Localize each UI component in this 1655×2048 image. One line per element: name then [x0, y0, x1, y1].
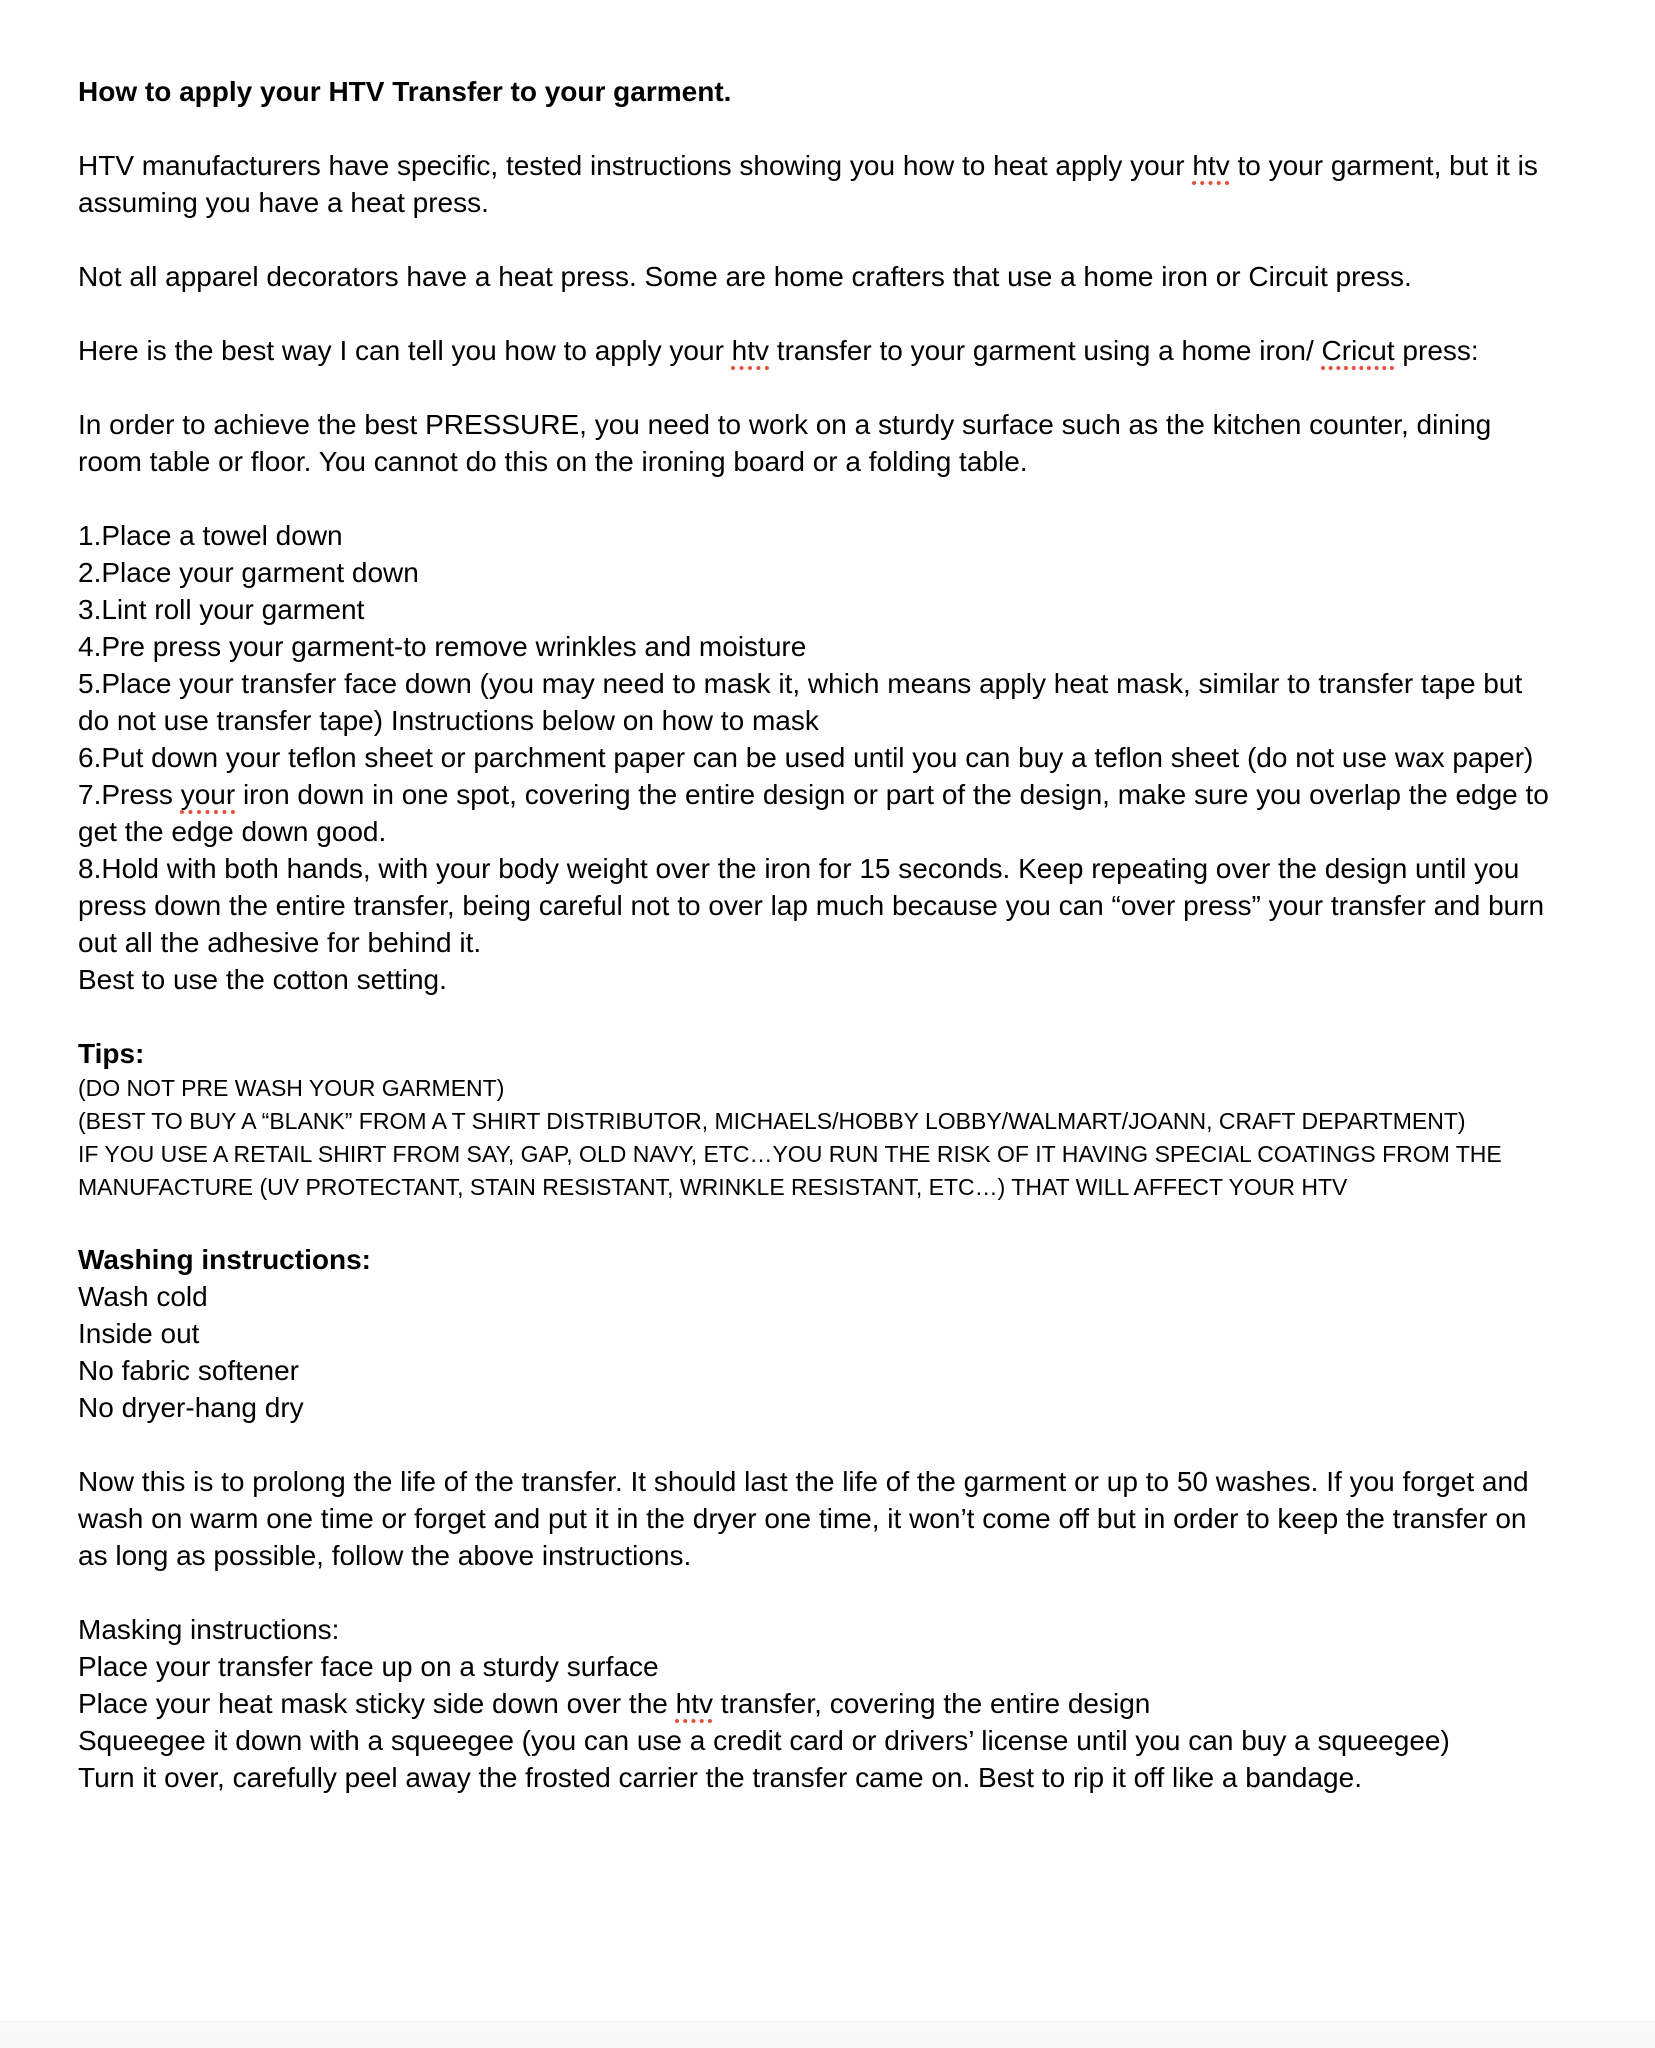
tips-line-1: (DO NOT PRE WASH YOUR GARMENT)	[78, 1075, 505, 1101]
masking-heading: Masking instructions:	[78, 1614, 340, 1645]
paragraph-pressure: In order to achieve the best PRESSURE, you need to work on a sturdy surface such as the kitchen counter, dining room table or floor. You cannot do this on the ironing board or a folding table.	[78, 409, 1492, 477]
step-3: 3.Lint roll your garment	[78, 594, 365, 625]
paragraph-text: press:	[1394, 335, 1479, 366]
masking-line-4: Turn it over, carefully peel away the frosted carrier the transfer came on. Best to rip it off like a bandage.	[78, 1762, 1362, 1793]
step-text: 7.Press	[78, 779, 181, 810]
tips-line-3: IF YOU USE A RETAIL SHIRT FROM SAY, GAP, OLD NAVY, ETC…YOU RUN THE RISK OF IT HAVING SPECIAL COATINGS FROM THE MANUFACTURE (UV PROTECTANT, STAIN RESISTANT, WRINKLE RESISTANT, ETC…) THAT WILL AFFECT YOUR HTV	[78, 1141, 1502, 1200]
document-title: How to apply your HTV Transfer to your garment.	[78, 76, 732, 107]
step-4: 4.Pre press your garment-to remove wrinkles and moisture	[78, 631, 807, 662]
washing-instructions-section	[78, 1241, 1550, 1426]
misspelled-word-htv: htv	[731, 335, 770, 366]
step-note-cotton-setting: Best to use the cotton setting.	[78, 964, 447, 995]
masking-line-1: Place your transfer face up on a sturdy surface	[78, 1651, 659, 1682]
misspelled-word-cricut: Cricut	[1321, 335, 1395, 366]
tips-line-2: (BEST TO BUY A “BLANK” FROM A T SHIRT DISTRIBUTOR, MICHAELS/HOBBY LOBBY/WALMART/JOANN, CRAFT DEPARTMENT)	[78, 1108, 1466, 1134]
masking-instructions-section	[78, 1611, 1550, 1796]
step-5: 5.Place your transfer face down (you may need to mask it, which means apply heat mask, similar to transfer tape but do not use transfer tape) Instructions below on how to mask	[78, 668, 1523, 736]
paragraph-text: to your garment, but it is assuming you have a heat press.	[78, 150, 1538, 218]
paragraph-text: Here is the best way I can tell you how to apply your	[78, 335, 732, 366]
tips-heading: Tips:	[78, 1038, 145, 1069]
tips-section	[78, 1035, 1550, 1204]
step-8: 8.Hold with both hands, with your body weight over the iron for 15 seconds. Keep repeating over the design until you press down the entire transfer, being careful not to over lap much because you can “over press” your transfer and burn out all the adhesive for behind it.	[78, 853, 1545, 958]
masking-text: Place your heat mask sticky side down over the	[78, 1688, 676, 1719]
step-1: 1.Place a towel down	[78, 520, 343, 551]
washing-heading: Washing instructions:	[78, 1244, 371, 1275]
steps-list	[78, 517, 1550, 998]
paragraph-prolong-life: Now this is to prolong the life of the transfer. It should last the life of the garment or up to 50 washes. If you forget and wash on warm one time or forget and put it in the dryer one time, it won’t come off but in order to keep the transfer on as long as possible, follow the above instructions.	[78, 1466, 1529, 1571]
paragraph-text: transfer to your garment using a home iron/	[769, 335, 1322, 366]
washing-line: No fabric softener	[78, 1355, 299, 1386]
step-2: 2.Place your garment down	[78, 557, 419, 588]
masking-line-3: Squeegee it down with a squeegee (you can use a credit card or drivers’ license until you can buy a squeegee)	[78, 1725, 1450, 1756]
misspelled-word-htv: htv	[1192, 150, 1230, 181]
washing-line: Wash cold	[78, 1281, 208, 1312]
paragraph-text: HTV manufacturers have specific, tested instructions showing you how to heat apply your	[78, 150, 1193, 181]
step-7	[78, 776, 1550, 850]
flagged-word-your: your	[180, 779, 236, 810]
masking-line-2	[78, 1685, 1550, 1722]
misspelled-word-htv: htv	[675, 1688, 713, 1719]
masking-text: transfer, covering the entire design	[712, 1688, 1151, 1719]
washing-line: Inside out	[78, 1318, 200, 1349]
step-text: iron down in one spot, covering the entire design or part of the design, make sure you overlap the edge to get the edge down good.	[78, 779, 1549, 847]
paragraph-not-all-decorators: Not all apparel decorators have a heat press. Some are home crafters that use a home iron or Circuit press.	[78, 261, 1412, 292]
step-6: 6.Put down your teflon sheet or parchment paper can be used until you can buy a teflon sheet (do not use wax paper)	[78, 742, 1534, 773]
washing-line: No dryer-hang dry	[78, 1392, 304, 1423]
paragraph-manufacturers	[78, 147, 1550, 221]
window-bottom-edge	[0, 2021, 1655, 2048]
paragraph-best-way	[78, 332, 1550, 369]
